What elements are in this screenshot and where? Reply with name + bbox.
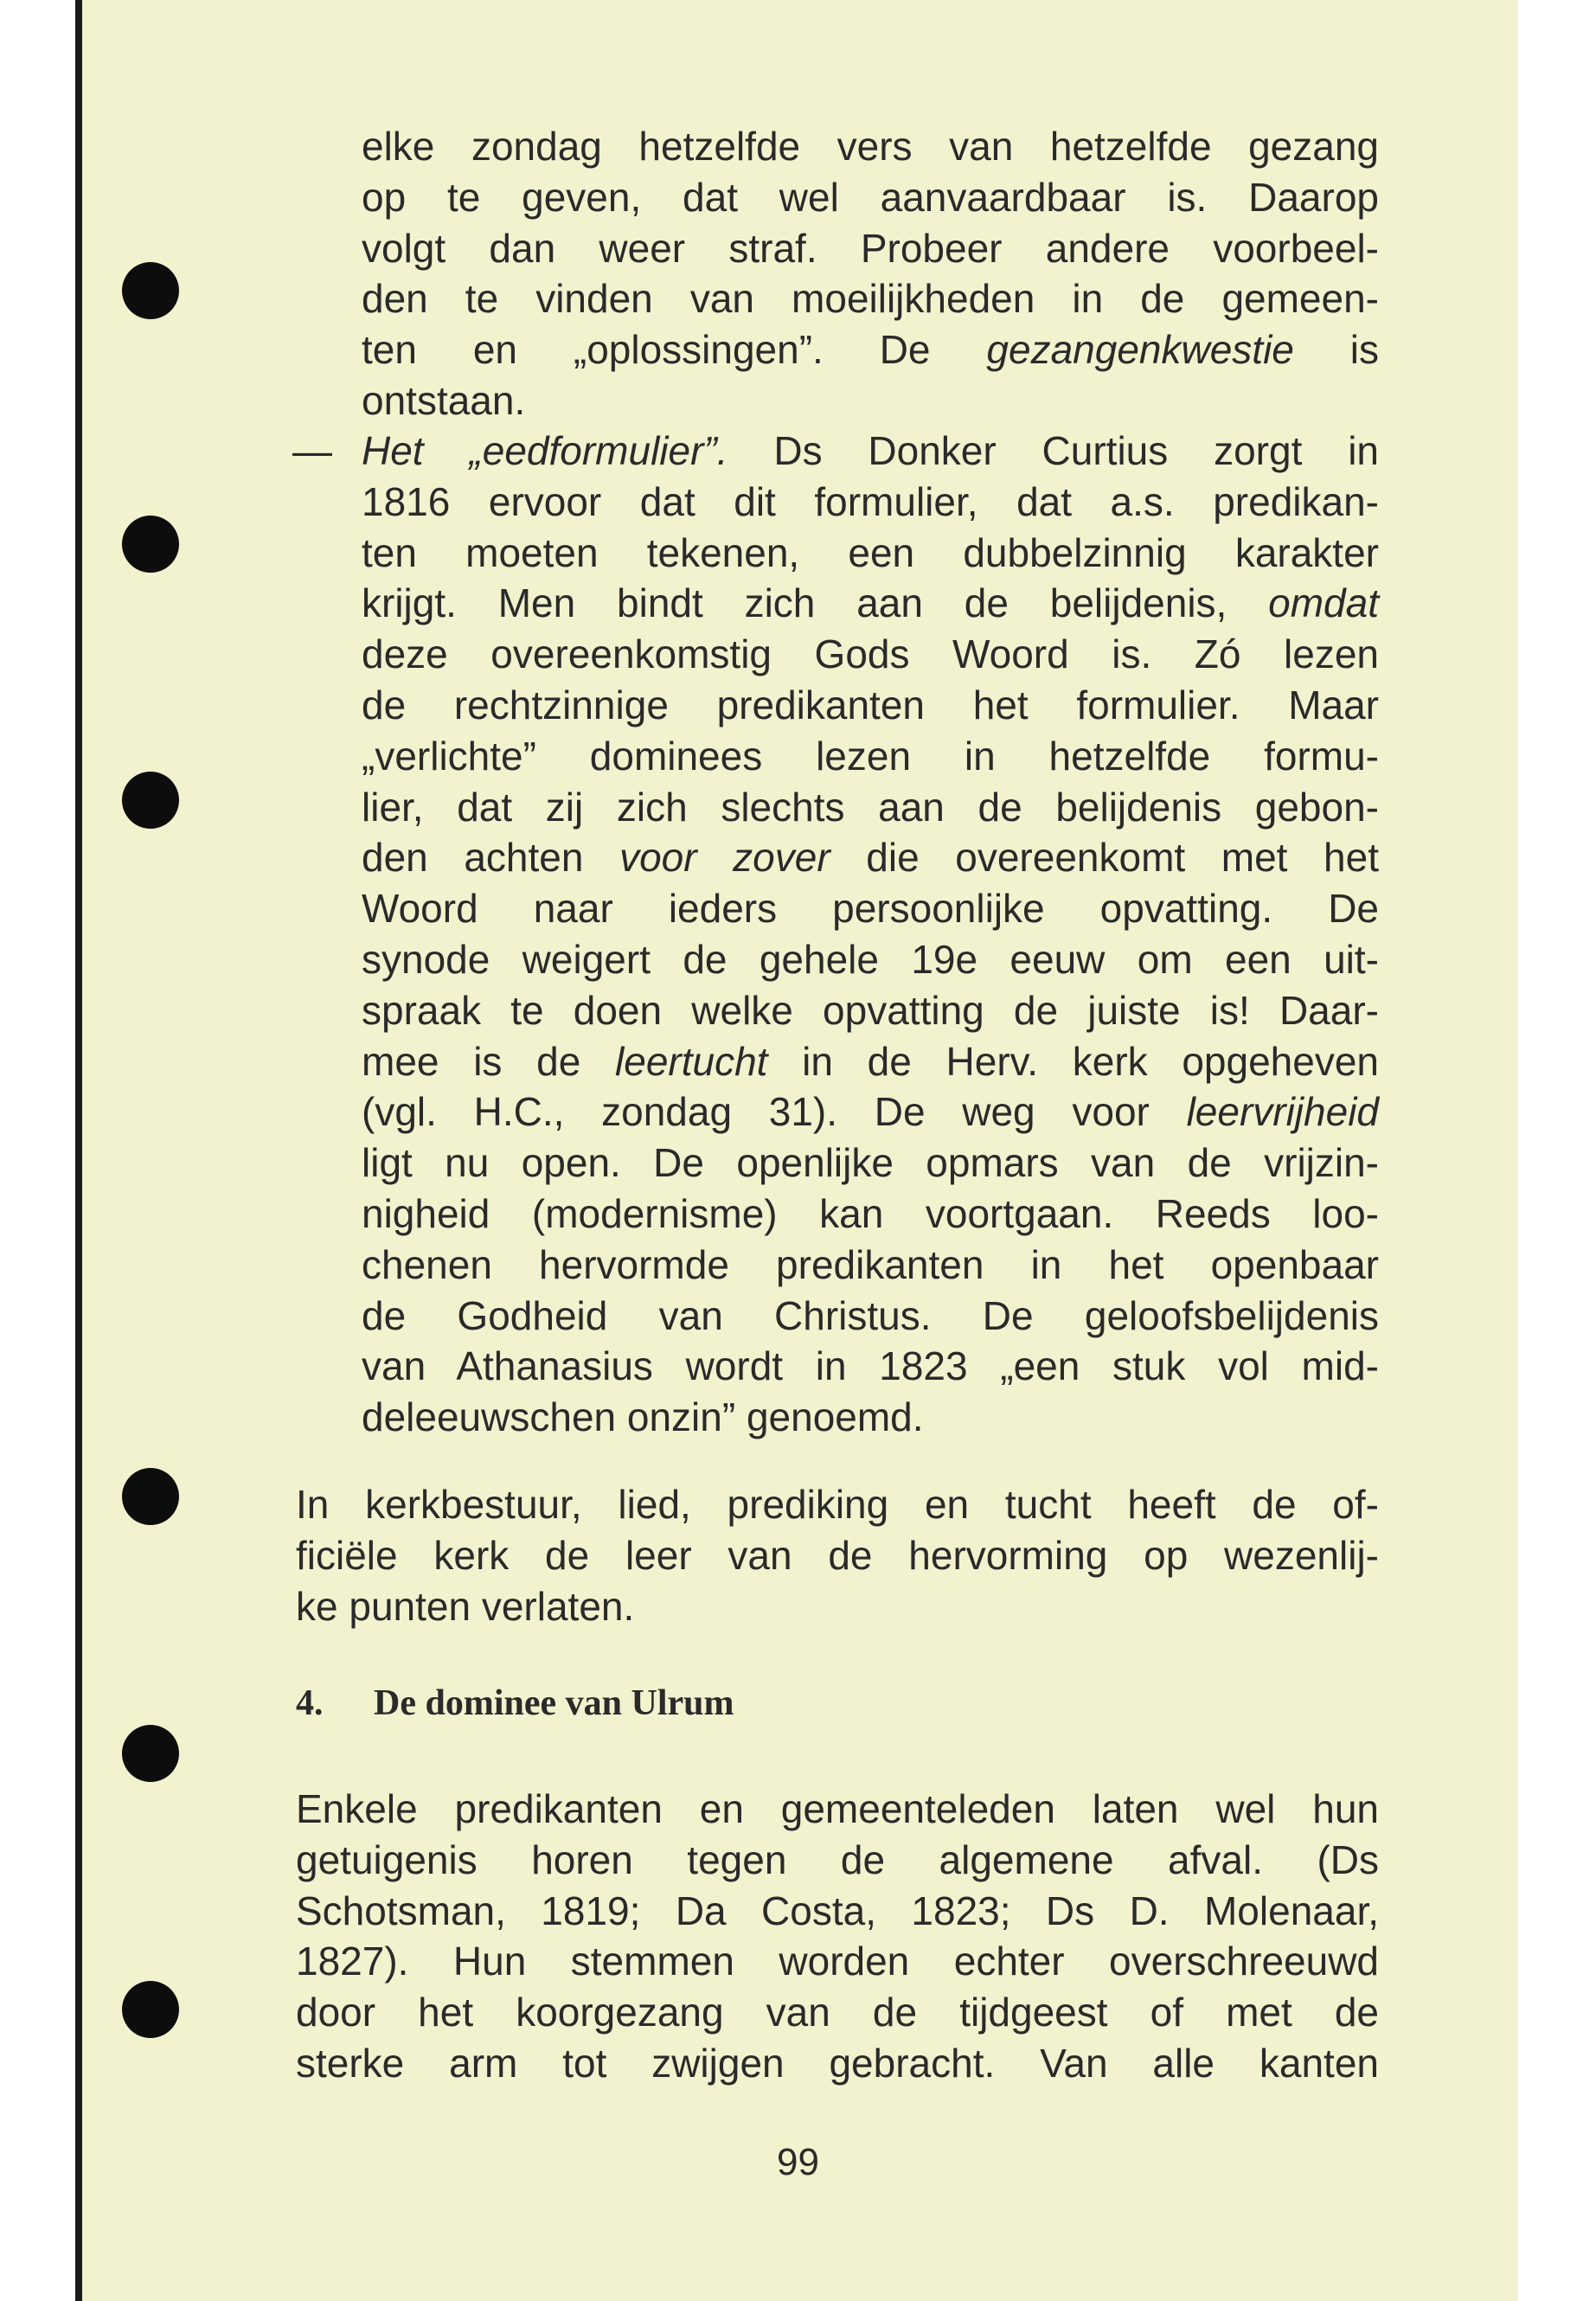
text-line: In kerkbestuur, lied, prediking en tucht heeft de of- <box>296 1482 1379 1527</box>
section-title: De dominee van Ulrum <box>374 1683 734 1723</box>
text-fragment: den achten <box>362 835 584 881</box>
text-line: van Athanasius wordt in 1823 „een stuk vol mid- <box>362 1343 1379 1389</box>
text-line: ligt nu open. De openlijke opmars van de vrijzin- <box>362 1140 1379 1186</box>
text-line: nigheid (modernisme) kan voortgaan. Reeds loo- <box>362 1190 1379 1236</box>
list-item-eedformulier <box>362 426 1379 1443</box>
text-line: Woord naar ieders persoonlijke opvatting. De <box>362 886 1379 932</box>
text-line <box>362 832 1379 883</box>
emphasis: gezangenkwestie <box>986 327 1294 373</box>
list-item-continuation <box>362 121 1379 426</box>
text-fragment: ten en „oplossingen”. De <box>362 327 931 373</box>
punch-hole <box>122 1725 179 1782</box>
text-line: op te geven, dat wel aanvaardbaar is. Daarop <box>362 174 1379 220</box>
text-line: chenen hervormde predikanten in het openbaar <box>362 1241 1379 1287</box>
punch-hole <box>122 1468 179 1525</box>
text-fragment: (vgl. H.C., zondag 31). De weg voor <box>362 1089 1150 1135</box>
text-line: 1816 ervoor dat dit formulier, dat a.s. predikan- <box>362 478 1379 524</box>
text-line <box>362 324 1379 375</box>
page-number: 99 <box>777 2141 819 2183</box>
text-line: „verlichte” dominees lezen in hetzelfde formu- <box>362 733 1379 779</box>
text-line: de Godheid van Christus. De geloofsbelijdenis <box>362 1292 1379 1338</box>
punch-hole <box>122 772 179 829</box>
text-line: Schotsman, 1819; Da Costa, 1823; Ds D. Molenaar, <box>296 1888 1379 1933</box>
text-line: Enkele predikanten en gemeenteleden laten wel hun <box>296 1786 1379 1831</box>
text-line: spraak te doen welke opvatting de juiste is! Daar- <box>362 987 1379 1033</box>
punch-hole <box>122 516 179 573</box>
emphasis: leertucht <box>615 1038 768 1084</box>
text-line <box>362 1086 1379 1138</box>
text-line: ficiële kerk de leer van de hervorming op wezenlij- <box>296 1532 1379 1578</box>
text-line: synode weigert de gehele 19e eeuw om een uit- <box>362 936 1379 982</box>
section-paragraph <box>296 1784 1379 2089</box>
punch-hole <box>122 1981 179 2038</box>
emphasis: voor zover <box>619 835 830 881</box>
text-line: ten moeten tekenen, een dubbelzinnig karakter <box>362 529 1379 575</box>
list-dash: — <box>292 428 332 473</box>
text-fragment: die overeenkomt met het <box>866 835 1379 881</box>
punch-hole <box>122 262 179 319</box>
text-line <box>362 426 1379 477</box>
text-line: volgt dan weer straf. Probeer andere voorbeel- <box>362 225 1379 271</box>
text-line: ontstaan. <box>362 377 526 423</box>
text-line <box>362 1036 1379 1087</box>
text-line: door het koorgezang van de tijdgeest of met de <box>296 1990 1379 2035</box>
text-fragment: in de Herv. kerk opgeheven <box>802 1038 1380 1084</box>
emphasis: leervrijheid <box>1186 1089 1379 1135</box>
text-line: deze overeenkomstig Gods Woord is. Zó lezen <box>362 631 1379 677</box>
text-line <box>362 578 1379 629</box>
text-line: deleeuwschen onzin” genoemd. <box>362 1394 924 1440</box>
text-line: 1827). Hun stemmen worden echter overschreeuwd <box>296 1939 1379 1984</box>
text-line: lier, dat zij zich slechts aan de belijdenis gebon- <box>362 784 1379 830</box>
text-line: sterke arm tot zwijgen gebracht. Van alle kanten <box>296 2040 1379 2086</box>
text-line: de rechtzinnige predikanten het formulier. Maar <box>362 682 1379 727</box>
summary-paragraph <box>296 1479 1379 1631</box>
text-fragment: krijgt. Men bindt zich aan de belijdenis, <box>362 580 1227 626</box>
text-line: elke zondag hetzelfde vers van hetzelfde gezang <box>362 124 1379 169</box>
text-fragment: mee is de <box>362 1038 581 1084</box>
section-heading <box>296 1682 734 1724</box>
emphasis: omdat <box>1268 580 1380 626</box>
text-fragment: Ds Donker Curtius zorgt in <box>773 428 1379 473</box>
text-fragment: is <box>1349 327 1379 373</box>
text-line: getuigenis horen tegen de algemene afval. (Ds <box>296 1836 1379 1882</box>
item-title: Het „eedformulier”. <box>362 428 728 473</box>
section-number: 4. <box>296 1683 324 1723</box>
text-line: den te vinden van moeilijkheden in de gemeen- <box>362 276 1379 322</box>
text-line: ke punten verlaten. <box>296 1583 635 1629</box>
